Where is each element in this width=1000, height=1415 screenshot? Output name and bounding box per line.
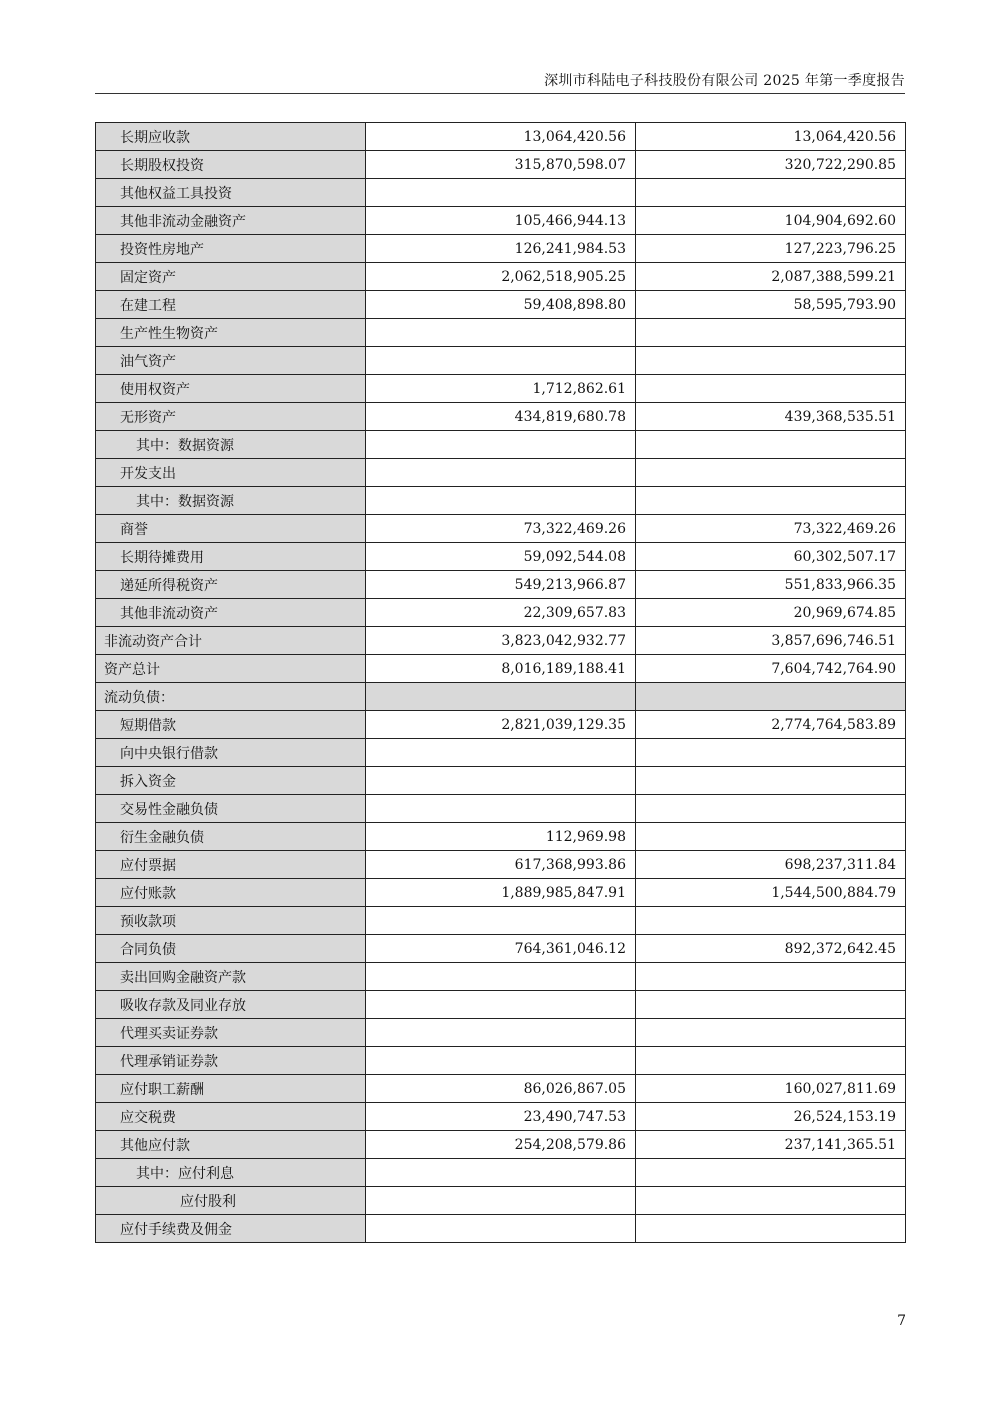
current-period-value: 22,309,657.83 xyxy=(366,599,636,627)
table-row xyxy=(96,1131,906,1159)
row-label: 预收款项 xyxy=(96,907,366,935)
current-period-value: 315,870,598.07 xyxy=(366,151,636,179)
prior-period-value xyxy=(636,1159,906,1187)
prior-period-value xyxy=(636,487,906,515)
row-label: 长期待摊费用 xyxy=(96,543,366,571)
current-period-value xyxy=(366,347,636,375)
row-label: 其他权益工具投资 xyxy=(96,179,366,207)
row-label: 短期借款 xyxy=(96,711,366,739)
current-period-value: 3,823,042,932.77 xyxy=(366,627,636,655)
table-row xyxy=(96,179,906,207)
row-label: 无形资产 xyxy=(96,403,366,431)
row-label: 资产总计 xyxy=(96,655,366,683)
current-period-value: 86,026,867.05 xyxy=(366,1075,636,1103)
table-row xyxy=(96,151,906,179)
balance-sheet-body xyxy=(96,123,906,1243)
row-label: 拆入资金 xyxy=(96,767,366,795)
current-period-value: 59,092,544.08 xyxy=(366,543,636,571)
table-row xyxy=(96,1159,906,1187)
current-period-value: 59,408,898.80 xyxy=(366,291,636,319)
table-row xyxy=(96,795,906,823)
table-row xyxy=(96,487,906,515)
current-period-value xyxy=(366,739,636,767)
row-label: 其他非流动金融资产 xyxy=(96,207,366,235)
row-label: 生产性生物资产 xyxy=(96,319,366,347)
prior-period-value: 160,027,811.69 xyxy=(636,1075,906,1103)
row-label: 代理承销证券款 xyxy=(96,1047,366,1075)
prior-period-value xyxy=(636,1019,906,1047)
table-row xyxy=(96,235,906,263)
prior-period-value xyxy=(636,319,906,347)
row-label: 其他非流动资产 xyxy=(96,599,366,627)
current-period-value: 764,361,046.12 xyxy=(366,935,636,963)
prior-period-value: 439,368,535.51 xyxy=(636,403,906,431)
table-row xyxy=(96,963,906,991)
current-period-value xyxy=(366,179,636,207)
table-row xyxy=(96,907,906,935)
table-row xyxy=(96,1019,906,1047)
table-row xyxy=(96,851,906,879)
current-period-value xyxy=(366,683,636,711)
table-row xyxy=(96,823,906,851)
current-period-value xyxy=(366,767,636,795)
row-label: 卖出回购金融资产款 xyxy=(96,963,366,991)
prior-period-value: 104,904,692.60 xyxy=(636,207,906,235)
prior-period-value: 320,722,290.85 xyxy=(636,151,906,179)
table-row xyxy=(96,263,906,291)
prior-period-value xyxy=(636,683,906,711)
prior-period-value: 3,857,696,746.51 xyxy=(636,627,906,655)
row-label: 应交税费 xyxy=(96,1103,366,1131)
table-row xyxy=(96,571,906,599)
prior-period-value: 892,372,642.45 xyxy=(636,935,906,963)
current-period-value xyxy=(366,1159,636,1187)
row-label: 向中央银行借款 xyxy=(96,739,366,767)
balance-sheet-table xyxy=(95,122,906,1243)
prior-period-value xyxy=(636,907,906,935)
table-row xyxy=(96,207,906,235)
prior-period-value xyxy=(636,1187,906,1215)
prior-period-value xyxy=(636,767,906,795)
current-period-value: 23,490,747.53 xyxy=(366,1103,636,1131)
prior-period-value xyxy=(636,963,906,991)
row-label: 其中：数据资源 xyxy=(96,431,366,459)
table-row xyxy=(96,515,906,543)
prior-period-value: 698,237,311.84 xyxy=(636,851,906,879)
table-row xyxy=(96,627,906,655)
table-row xyxy=(96,291,906,319)
current-period-value: 549,213,966.87 xyxy=(366,571,636,599)
row-label: 合同负债 xyxy=(96,935,366,963)
row-label: 开发支出 xyxy=(96,459,366,487)
row-label: 使用权资产 xyxy=(96,375,366,403)
prior-period-value xyxy=(636,1047,906,1075)
table-row xyxy=(96,1047,906,1075)
prior-period-value: 13,064,420.56 xyxy=(636,123,906,151)
table-row xyxy=(96,711,906,739)
current-period-value: 2,821,039,129.35 xyxy=(366,711,636,739)
prior-period-value xyxy=(636,347,906,375)
prior-period-value: 127,223,796.25 xyxy=(636,235,906,263)
current-period-value xyxy=(366,487,636,515)
row-label: 交易性金融负债 xyxy=(96,795,366,823)
table-row xyxy=(96,319,906,347)
row-label: 在建工程 xyxy=(96,291,366,319)
prior-period-value: 20,969,674.85 xyxy=(636,599,906,627)
row-label: 长期应收款 xyxy=(96,123,366,151)
prior-period-value xyxy=(636,823,906,851)
table-row xyxy=(96,1187,906,1215)
prior-period-value: 73,322,469.26 xyxy=(636,515,906,543)
row-label: 长期股权投资 xyxy=(96,151,366,179)
current-period-value: 254,208,579.86 xyxy=(366,1131,636,1159)
current-period-value: 617,368,993.86 xyxy=(366,851,636,879)
prior-period-value xyxy=(636,739,906,767)
section-header-row xyxy=(96,683,906,711)
row-label: 流动负债： xyxy=(96,683,366,711)
row-label: 应付职工薪酬 xyxy=(96,1075,366,1103)
table-row xyxy=(96,543,906,571)
row-label: 其中：应付利息 xyxy=(96,1159,366,1187)
prior-period-value xyxy=(636,991,906,1019)
table-row xyxy=(96,655,906,683)
table-row xyxy=(96,1075,906,1103)
row-label: 商誉 xyxy=(96,515,366,543)
current-period-value xyxy=(366,459,636,487)
prior-period-value xyxy=(636,179,906,207)
table-row xyxy=(96,1215,906,1243)
row-label: 应付票据 xyxy=(96,851,366,879)
prior-period-value: 58,595,793.90 xyxy=(636,291,906,319)
prior-period-value: 551,833,966.35 xyxy=(636,571,906,599)
page-number: 7 xyxy=(897,1313,906,1329)
table-row xyxy=(96,123,906,151)
table-row xyxy=(96,739,906,767)
row-label: 衍生金融负债 xyxy=(96,823,366,851)
table-row xyxy=(96,879,906,907)
prior-period-value: 60,302,507.17 xyxy=(636,543,906,571)
row-label: 其他应付款 xyxy=(96,1131,366,1159)
current-period-value: 8,016,189,188.41 xyxy=(366,655,636,683)
current-period-value: 73,322,469.26 xyxy=(366,515,636,543)
table-row xyxy=(96,431,906,459)
row-label: 固定资产 xyxy=(96,263,366,291)
current-period-value xyxy=(366,1019,636,1047)
current-period-value xyxy=(366,795,636,823)
table-row xyxy=(96,347,906,375)
current-period-value: 13,064,420.56 xyxy=(366,123,636,151)
current-period-value xyxy=(366,1187,636,1215)
table-row xyxy=(96,767,906,795)
current-period-value: 434,819,680.78 xyxy=(366,403,636,431)
page-header xyxy=(95,66,905,94)
prior-period-value: 1,544,500,884.79 xyxy=(636,879,906,907)
prior-period-value: 26,524,153.19 xyxy=(636,1103,906,1131)
prior-period-value: 2,087,388,599.21 xyxy=(636,263,906,291)
table-row xyxy=(96,935,906,963)
prior-period-value: 2,774,764,583.89 xyxy=(636,711,906,739)
row-label: 应付手续费及佣金 xyxy=(96,1215,366,1243)
current-period-value xyxy=(366,319,636,347)
row-label: 油气资产 xyxy=(96,347,366,375)
prior-period-value xyxy=(636,459,906,487)
current-period-value: 2,062,518,905.25 xyxy=(366,263,636,291)
table-row xyxy=(96,1103,906,1131)
table-row xyxy=(96,599,906,627)
report-title: 深圳市科陆电子科技股份有限公司 2025 年第一季度报告 xyxy=(544,73,905,89)
current-period-value xyxy=(366,431,636,459)
prior-period-value xyxy=(636,375,906,403)
prior-period-value: 237,141,365.51 xyxy=(636,1131,906,1159)
prior-period-value xyxy=(636,431,906,459)
row-label: 其中：数据资源 xyxy=(96,487,366,515)
row-label: 吸收存款及同业存放 xyxy=(96,991,366,1019)
current-period-value: 1,712,862.61 xyxy=(366,375,636,403)
prior-period-value: 7,604,742,764.90 xyxy=(636,655,906,683)
current-period-value xyxy=(366,1047,636,1075)
table-row xyxy=(96,375,906,403)
current-period-value xyxy=(366,1215,636,1243)
row-label: 非流动资产合计 xyxy=(96,627,366,655)
row-label: 递延所得税资产 xyxy=(96,571,366,599)
row-label: 代理买卖证券款 xyxy=(96,1019,366,1047)
current-period-value: 112,969.98 xyxy=(366,823,636,851)
current-period-value: 105,466,944.13 xyxy=(366,207,636,235)
table-row xyxy=(96,459,906,487)
current-period-value xyxy=(366,991,636,1019)
current-period-value xyxy=(366,907,636,935)
current-period-value xyxy=(366,963,636,991)
row-label: 投资性房地产 xyxy=(96,235,366,263)
row-label: 应付账款 xyxy=(96,879,366,907)
current-period-value: 126,241,984.53 xyxy=(366,235,636,263)
prior-period-value xyxy=(636,795,906,823)
current-period-value: 1,889,985,847.91 xyxy=(366,879,636,907)
table-row xyxy=(96,991,906,1019)
prior-period-value xyxy=(636,1215,906,1243)
row-label: 应付股利 xyxy=(96,1187,366,1215)
table-row xyxy=(96,403,906,431)
